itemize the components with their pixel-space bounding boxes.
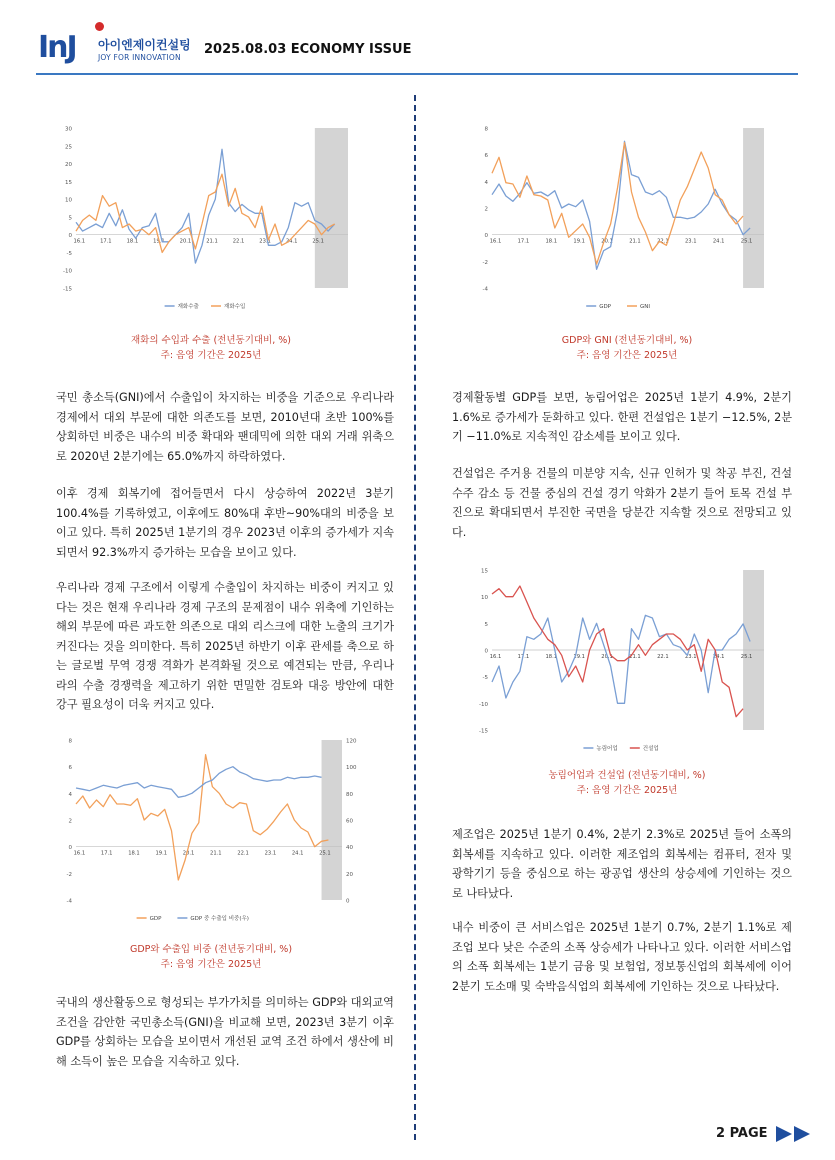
chart3-caption-title: GDP와 GNI (전년동기대비, %) xyxy=(561,335,693,346)
y-tick-label: 25 xyxy=(65,144,72,151)
x-tick-label: 25.1 xyxy=(312,238,324,245)
chart-gdp-trade-share xyxy=(52,730,370,930)
x-tick-label: 16.1 xyxy=(489,654,502,660)
x-tick-label: 17.1 xyxy=(517,654,530,660)
chart4-caption xyxy=(468,768,786,798)
x-tick-label: 18.1 xyxy=(128,850,140,857)
x-tick-label: 21.1 xyxy=(629,654,641,660)
series-line-2 xyxy=(489,586,743,717)
x-tick-label: 20.1 xyxy=(179,238,192,245)
chart2-caption-note: 주: 음영 기간은 2025년 xyxy=(160,959,262,970)
chart4-caption-note: 주: 음영 기간은 2025년 xyxy=(576,785,678,796)
y-tick-label: -5 xyxy=(66,250,72,257)
x-tick-label: 22.1 xyxy=(237,850,249,857)
y-tick-label: 8 xyxy=(484,126,488,133)
x-tick-label: 16.1 xyxy=(73,850,86,857)
y-tick-label: 4 xyxy=(484,179,488,186)
y-tick-label: 0 xyxy=(484,648,488,655)
x-tick-label: 19.1 xyxy=(573,654,585,660)
x-tick-label: 21.1 xyxy=(210,850,222,857)
paragraph-6: 건설업은 주거용 건물의 미분양 지속, 신규 인허가 및 착공 부진, 건설 수주 감소 등 건물 중심의 건설 경기 악화가 2분기 들어 토목 건설 부진으로 확대되면서 부진한 국면을 당분간 지속할 것으로 전망되고 있다. xyxy=(452,467,792,539)
y-tick-label: -4 xyxy=(482,286,488,293)
y-tick-label: 0 xyxy=(68,845,72,852)
logo-tagline: JOY FOR INNOVATION xyxy=(98,53,181,62)
logo-dot-icon xyxy=(95,22,104,31)
x-tick-label: 23.1 xyxy=(264,850,277,857)
x-tick-label: 25.1 xyxy=(740,238,753,245)
x-tick-label: 23.1 xyxy=(684,654,697,660)
y-tick-label: -10 xyxy=(479,701,488,708)
y-tick-label: 15 xyxy=(65,179,72,186)
x-tick-label: 16.1 xyxy=(73,238,86,245)
legend-label: GNI xyxy=(640,304,650,310)
y2-tick-label: 40 xyxy=(346,845,353,852)
x-tick-label: 23.1 xyxy=(684,238,697,245)
logo-korean-name: 아이엔제이컨설팅 xyxy=(98,38,191,52)
x-tick-label: 18.1 xyxy=(545,654,558,660)
x-tick-label: 22.1 xyxy=(657,654,669,660)
x-tick-label: 25.1 xyxy=(740,654,753,660)
x-tick-label: 17.1 xyxy=(517,238,530,245)
paragraph-4: 국내의 생산활동으로 형성되는 부가가치를 의미하는 GDP와 대외교역 조건을 감안한 국민총소득(GNI)을 비교해 보면, 2023년 3분기 이후 GDP를 상회하는 모습을 보이면서 개선된 교역 조건 하에서 생산에 비해 소득이 높은 모습을 지속하고 있다. xyxy=(56,996,394,1068)
x-tick-label: 18.1 xyxy=(545,238,558,245)
paragraph-8: 내수 비중이 큰 서비스업은 2025년 1분기 0.7%, 2분기 1.1%로 제조업 보다 낮은 수준의 소폭 상승세가 나타나고 있다. 이러한 서비스업의 소폭 회복세는 1분기 금융 및 보험업, 정보통신업의 회복세에 이어 2분기 도소매 및 숙박음식업의 회복세에 기인하는 것으로 나타났다. xyxy=(452,921,792,993)
chart3-caption xyxy=(468,333,786,363)
chart2-caption-title: GDP와 수출입 비중 (전년동기대비, %) xyxy=(129,944,293,955)
column-divider xyxy=(414,95,416,1140)
y2-tick-label: 80 xyxy=(346,791,353,798)
x-tick-label: 22.1 xyxy=(232,238,245,245)
y-tick-label: -2 xyxy=(66,871,72,878)
page-header xyxy=(38,20,798,76)
x-tick-label: 20.1 xyxy=(601,654,613,660)
shaded-region-2025 xyxy=(322,740,342,900)
series-line-1 xyxy=(489,141,750,269)
y-tick-label: -15 xyxy=(479,728,488,735)
series-line-1 xyxy=(489,615,750,703)
chart-agri-construction xyxy=(468,560,786,760)
paragraph-7: 제조업은 2025년 1분기 0.4%, 2분기 2.3%로 2025년 들어 소폭의 회복세를 지속하고 있다. 이러한 제조업의 회복세는 컴퓨터, 전자 및 광학기기 등을 중심으로 하는 광공업 생산의 상승세에 기인하는 것으로 나타났다. xyxy=(452,828,792,900)
y2-tick-label: 20 xyxy=(346,871,353,878)
x-tick-label: 22.1 xyxy=(657,238,669,245)
paragraph-1: 국민 총소득(GNI)에서 수출입이 차지하는 비중을 기준으로 우리나라 경제에서 대외 부문에 대한 의존도를 보면, 2010년대 초반 100%를 상회하던 비중은 내수의 비중 확대와 팬데믹에 의한 대외 거래 위축으로 2020년 2분기에는 65.0%까지 하락하였다. xyxy=(56,391,394,463)
x-tick-label: 19.1 xyxy=(153,238,165,245)
chart1-caption-title: 재화의 수입과 수출 (전년동기대비, %) xyxy=(130,335,292,346)
x-tick-label: 25.1 xyxy=(319,850,331,857)
x-tick-label: 21.1 xyxy=(629,238,641,245)
x-tick-label: 24.1 xyxy=(291,850,304,857)
legend-label: GDP 중 수출입 비중(우) xyxy=(190,916,249,922)
legend-label: GDP xyxy=(149,916,162,922)
series-line-1 xyxy=(73,149,335,263)
chart3-caption-note: 주: 음영 기간은 2025년 xyxy=(576,350,678,361)
y-tick-label: 6 xyxy=(68,765,72,772)
y-tick-label: 5 xyxy=(68,215,72,222)
y-tick-label: 0 xyxy=(68,233,72,240)
y-tick-label: -15 xyxy=(63,286,72,293)
x-tick-label: 24.1 xyxy=(712,654,725,660)
y-tick-label: 30 xyxy=(65,126,72,133)
x-tick-label: 17.1 xyxy=(100,238,112,245)
x-tick-label: 20.1 xyxy=(601,238,613,245)
logo-mark: InJ xyxy=(38,30,76,65)
y-tick-label: 0 xyxy=(484,233,488,240)
y-tick-label: 20 xyxy=(65,162,72,169)
chart4-caption-title: 농림어업과 건설업 (전년동기대비, %) xyxy=(548,770,706,781)
x-tick-label: 17.1 xyxy=(100,850,113,857)
next-arrows-icon xyxy=(776,1124,816,1144)
series-line-2 xyxy=(489,143,743,264)
chart-goods-import-export xyxy=(52,118,370,318)
y2-tick-label: 60 xyxy=(346,818,353,825)
y-tick-label: 6 xyxy=(484,153,488,160)
x-tick-label: 19.1 xyxy=(573,238,585,245)
y-tick-label: 15 xyxy=(481,568,488,575)
y2-tick-label: 0 xyxy=(346,898,350,905)
y-tick-label: -10 xyxy=(63,268,72,275)
legend-label: 건설업 xyxy=(642,746,659,752)
y-tick-label: 8 xyxy=(68,738,72,745)
chart1-caption xyxy=(52,333,370,363)
y-tick-label: 2 xyxy=(68,818,72,825)
page-number: 2 PAGE xyxy=(716,1126,768,1141)
y-tick-label: 2 xyxy=(484,206,488,213)
y-tick-label: 4 xyxy=(68,791,72,798)
y-tick-label: -4 xyxy=(66,898,72,905)
x-tick-label: 24.1 xyxy=(285,238,298,245)
x-tick-label: 20.1 xyxy=(182,850,195,857)
shaded-region-2025 xyxy=(740,128,764,288)
legend-label: GDP xyxy=(599,304,612,310)
y-tick-label: -2 xyxy=(482,259,488,266)
chart1-caption-note: 주: 음영 기간은 2025년 xyxy=(160,350,262,361)
paragraph-2: 이후 경제 회복기에 접어들면서 다시 상승하여 2022년 3분기 100.4%를 기록하였고, 이후에도 80%대 후반~90%대의 비중을 보이고 있다. 특히 2025년 1분기의 경우 2023년 이후의 증가세가 지속되면서 92.3%까지 증가하는 모습을 보이고 있다. xyxy=(56,487,394,559)
y-tick-label: 10 xyxy=(481,595,488,602)
y-tick-label: 5 xyxy=(484,621,488,628)
series-line-2 xyxy=(76,767,322,798)
header-rule xyxy=(36,73,798,75)
legend-label: 농림어업 xyxy=(596,746,618,752)
company-logo xyxy=(38,22,198,66)
y2-tick-label: 100 xyxy=(346,765,357,772)
x-tick-label: 16.1 xyxy=(489,238,502,245)
x-tick-label: 24.1 xyxy=(712,238,725,245)
y-tick-label: 10 xyxy=(65,197,72,204)
y-tick-label: -5 xyxy=(482,675,488,682)
paragraph-5: 경제활동별 GDP를 보면, 농림어업은 2025년 1분기 4.9%, 2분기 1.6%로 증가세가 둔화하고 있다. 한편 건설업은 1분기 −12.5%, 2분기 −11.0%로 지속적인 감소세를 보이고 있다. xyxy=(452,391,792,443)
shaded-region-2025 xyxy=(315,128,348,288)
series-line-1 xyxy=(73,755,328,880)
issue-title: 2025.08.03 ECONOMY ISSUE xyxy=(204,42,412,57)
paragraph-3: 우리나라 경제 구조에서 이렇게 수출입이 차지하는 비중이 커지고 있다는 것은 현재 우리나라 경제 구조의 문제점이 내수 위축에 기인하는 해외 부문에 따른 과도한 의존으로 대외 리스크에 대한 노출의 크기가 커진다는 것을 의미한다. 특히 2025년 하반기 이후 관세를 축으로 하는 글로벌 무역 경쟁 격화가 본격화될 것으로 예견되는 만큼, 우리나라의 수출 경쟁력을 제고하기 위한 면밀한 검토와 대응 방안에 대한 강구 필요성이 더욱 커지고 있다. xyxy=(56,581,394,711)
y2-tick-label: 120 xyxy=(346,738,357,745)
legend-label: 재화수입 xyxy=(224,304,246,310)
x-tick-label: 19.1 xyxy=(155,850,168,857)
x-tick-label: 18.1 xyxy=(126,238,139,245)
legend-label: 재화수출 xyxy=(177,304,199,310)
chart-gdp-gni xyxy=(468,118,786,318)
x-tick-label: 23.1 xyxy=(259,238,271,245)
x-tick-label: 21.1 xyxy=(206,238,218,245)
chart2-caption xyxy=(52,942,370,972)
